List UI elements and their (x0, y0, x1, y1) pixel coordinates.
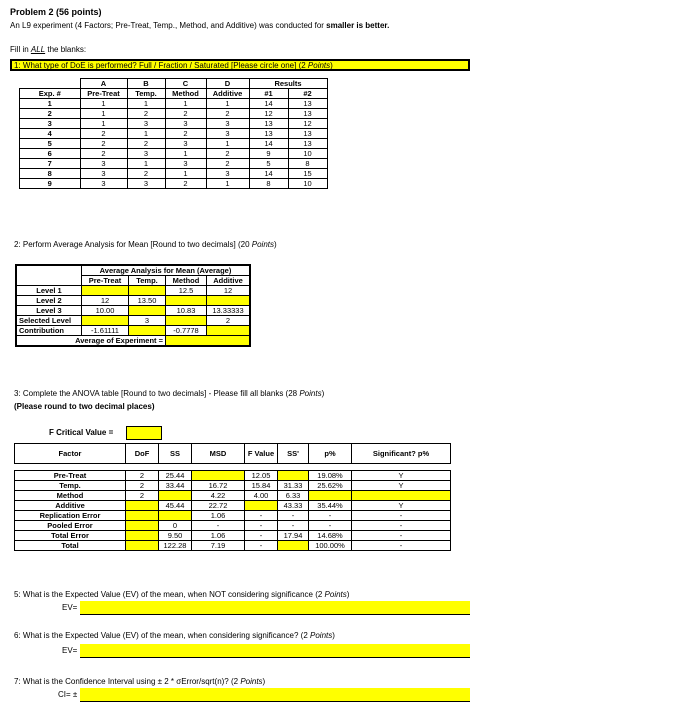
blank-cell[interactable] (126, 501, 159, 511)
blank-cell[interactable] (207, 326, 251, 336)
doe-cell: 9 (249, 149, 288, 159)
average-cell: 12 (82, 296, 129, 306)
factor-letter: C (165, 79, 206, 89)
anova-factor: Pre-Treat (15, 471, 126, 481)
blank-cell[interactable] (82, 286, 129, 296)
doe-cell: 10 (288, 179, 327, 189)
anova-cell: - (309, 521, 352, 531)
blank-cell[interactable] (245, 501, 278, 511)
doe-header: Method (165, 89, 206, 99)
doe-cell: 2 (206, 109, 249, 119)
average-cell: 12 (207, 286, 251, 296)
doe-cell: 14 (249, 169, 288, 179)
doe-cell: 2 (20, 109, 81, 119)
anova-cell: Y (352, 481, 451, 491)
anova-table (14, 443, 451, 551)
doe-cell: 15 (288, 169, 327, 179)
average-analysis-table (15, 264, 251, 347)
average-cell: 10.00 (82, 306, 129, 316)
anova-cell: - (352, 531, 451, 541)
anova-cell: 35.44% (309, 501, 352, 511)
q5-answer-input[interactable] (80, 601, 470, 615)
q2-question: 2: Perform Average Analysis for Mean [Round to two decimals] (20 Points) (14, 240, 277, 249)
average-cell: 13.50 (129, 296, 166, 306)
doe-cell: 4 (20, 129, 81, 139)
doe-cell: 1 (206, 179, 249, 189)
factor-letter: B (127, 79, 165, 89)
doe-header: #2 (288, 89, 327, 99)
q7-question: 7: What is the Confidence Interval using ± 2 * σError/sqrt(n)? (2 Points) (14, 677, 266, 686)
doe-cell: 2 (127, 169, 165, 179)
anova-cell: 100.00% (309, 541, 352, 551)
doe-cell: 3 (206, 129, 249, 139)
doe-cell: 1 (20, 99, 81, 109)
doe-cell: 2 (127, 139, 165, 149)
anova-factor: Method (15, 491, 126, 501)
problem-intro: An L9 experiment (4 Factors; Pre-Treat, Temp., Method, and Additive) was conducted for smaller is better. (10, 21, 390, 30)
doe-cell: 3 (80, 179, 127, 189)
anova-cell: 43.33 (278, 501, 309, 511)
q6-ev-label: EV= (62, 646, 78, 655)
q7-ci-label: CI= ± (58, 690, 78, 699)
doe-cell: 13 (288, 139, 327, 149)
doe-cell: 2 (165, 129, 206, 139)
anova-cell: 1.06 (192, 511, 245, 521)
doe-cell: 13 (288, 129, 327, 139)
doe-cell: 1 (165, 99, 206, 109)
doe-cell: 12 (288, 119, 327, 129)
anova-cell: - (309, 511, 352, 521)
blank-cell[interactable] (309, 491, 352, 501)
blank-cell[interactable] (126, 521, 159, 531)
anova-factor: Total (15, 541, 126, 551)
blank-cell[interactable] (129, 326, 166, 336)
doe-cell: 3 (127, 179, 165, 189)
doe-cell: 12 (249, 109, 288, 119)
doe-cell: 3 (127, 149, 165, 159)
anova-cell: 25.44 (159, 471, 192, 481)
doe-cell: 1 (127, 129, 165, 139)
contribution-label: Contribution (16, 326, 82, 336)
blank-cell[interactable] (126, 541, 159, 551)
anova-cell: - (278, 511, 309, 521)
blank-cell[interactable] (278, 541, 309, 551)
doe-cell: 8 (288, 159, 327, 169)
doe-cell: 3 (165, 159, 206, 169)
level-label: Level 2 (16, 296, 82, 306)
doe-cell: 2 (206, 159, 249, 169)
anova-cell: 15.84 (245, 481, 278, 491)
doe-cell: 14 (249, 139, 288, 149)
anova-cell: 6.33 (278, 491, 309, 501)
doe-cell: 2 (165, 109, 206, 119)
blank-cell[interactable] (159, 491, 192, 501)
anova-cell: 7.19 (192, 541, 245, 551)
anova-cell: 4.00 (245, 491, 278, 501)
doe-header: Temp. (127, 89, 165, 99)
anova-cell: Y (352, 501, 451, 511)
doe-cell: 3 (206, 119, 249, 129)
average-header: Temp. (129, 276, 166, 286)
anova-cell: 4.22 (192, 491, 245, 501)
blank-cell[interactable] (166, 296, 207, 306)
doe-cell: 10 (288, 149, 327, 159)
q5-ev-label: EV= (62, 603, 78, 612)
doe-cell: 13 (288, 99, 327, 109)
doe-cell: 7 (20, 159, 81, 169)
blank-cell[interactable] (129, 306, 166, 316)
doe-cell: 3 (80, 159, 127, 169)
doe-cell: 1 (80, 99, 127, 109)
doe-cell: 2 (80, 129, 127, 139)
level-label: Level 1 (16, 286, 82, 296)
doe-cell: 1 (206, 99, 249, 109)
doe-cell: 3 (127, 119, 165, 129)
doe-cell: 2 (80, 139, 127, 149)
anova-cell: 25.62% (309, 481, 352, 491)
doe-cell: 2 (206, 149, 249, 159)
average-table-title: Average Analysis for Mean (Average) (82, 265, 251, 276)
q1-question[interactable]: 1: What type of DoE is performed? Full / Fraction / Saturated [Please circle one] (2 Points) (10, 59, 470, 71)
q6-question: 6: What is the Expected Value (EV) of the mean, when considering significance? (2 Points) (14, 631, 335, 640)
doe-cell: 14 (249, 99, 288, 109)
doe-cell: 1 (80, 119, 127, 129)
doe-header: #1 (249, 89, 288, 99)
anova-cell: 14.68% (309, 531, 352, 541)
blank-cell[interactable] (166, 316, 207, 326)
anova-cell: 33.44 (159, 481, 192, 491)
doe-cell: 6 (20, 149, 81, 159)
doe-cell: 3 (206, 169, 249, 179)
anova-cell: - (352, 511, 451, 521)
anova-header: F Value (245, 444, 278, 464)
average-header: Pre-Treat (82, 276, 129, 286)
doe-table (19, 78, 328, 189)
anova-cell: Y (352, 471, 451, 481)
average-header: Method (166, 276, 207, 286)
blank-cell[interactable] (192, 471, 245, 481)
f-critical-label: F Critical Value = (49, 428, 114, 437)
doe-cell: 8 (249, 179, 288, 189)
anova-cell: 22.72 (192, 501, 245, 511)
q7-answer-input[interactable] (80, 688, 470, 702)
anova-cell: 2 (126, 481, 159, 491)
selected-level-label: Selected Level (16, 316, 82, 326)
anova-cell: - (245, 521, 278, 531)
anova-factor: Total Error (15, 531, 126, 541)
blank-cell[interactable] (159, 511, 192, 521)
q3-question: 3: Complete the ANOVA table [Round to two decimals] - Please fill all blanks (28 Points) (14, 389, 325, 398)
doe-header: Exp. # (20, 89, 81, 99)
anova-cell: - (192, 521, 245, 531)
doe-cell: 2 (127, 109, 165, 119)
average-cell: 10.83 (166, 306, 207, 316)
average-cell: 2 (207, 316, 251, 326)
doe-cell: 3 (165, 139, 206, 149)
doe-cell: 5 (20, 139, 81, 149)
anova-factor: Replication Error (15, 511, 126, 521)
doe-header: Additive (206, 89, 249, 99)
anova-cell: 12.05 (245, 471, 278, 481)
blank-cell[interactable] (126, 511, 159, 521)
blank-cell[interactable] (207, 296, 251, 306)
doe-header: Pre-Treat (80, 89, 127, 99)
level-label: Level 3 (16, 306, 82, 316)
doe-cell: 3 (20, 119, 81, 129)
anova-header: DoF (126, 444, 159, 464)
anova-cell: - (245, 541, 278, 551)
anova-header: MSD (192, 444, 245, 464)
factor-letter: A (80, 79, 127, 89)
blank-cell[interactable] (82, 316, 129, 326)
blank-cell[interactable] (126, 531, 159, 541)
f-critical-input[interactable] (126, 426, 162, 440)
anova-cell: - (278, 521, 309, 531)
doe-cell: 2 (80, 149, 127, 159)
doe-cell: 2 (165, 179, 206, 189)
doe-cell: 1 (80, 109, 127, 119)
doe-cell: 1 (127, 99, 165, 109)
problem-title: Problem 2 (56 points) (10, 7, 102, 17)
anova-cell: 16.72 (192, 481, 245, 491)
anova-factor: Additive (15, 501, 126, 511)
doe-cell: 13 (288, 109, 327, 119)
doe-cell: 1 (165, 169, 206, 179)
anova-cell: 2 (126, 471, 159, 481)
blank-cell[interactable] (166, 336, 251, 347)
anova-cell: 9.50 (159, 531, 192, 541)
results-label: Results (249, 79, 327, 89)
q5-question: 5: What is the Expected Value (EV) of the mean, when NOT considering significance (2 Points) (14, 590, 350, 599)
doe-cell: 13 (249, 119, 288, 129)
doe-cell: 5 (249, 159, 288, 169)
anova-cell: 19.08% (309, 471, 352, 481)
average-cell: 12.5 (166, 286, 207, 296)
q6-answer-input[interactable] (80, 644, 470, 658)
doe-cell: 1 (127, 159, 165, 169)
factor-letter: D (206, 79, 249, 89)
fill-in-instruction: Fill in ALL the blanks: (10, 45, 87, 54)
blank-cell[interactable] (278, 471, 309, 481)
anova-cell: 0 (159, 521, 192, 531)
average-header: Additive (207, 276, 251, 286)
anova-cell: - (245, 511, 278, 521)
anova-cell: 1.06 (192, 531, 245, 541)
average-of-experiment-label: Average of Experiment = (16, 336, 166, 347)
anova-header: SS (159, 444, 192, 464)
anova-cell: 31.33 (278, 481, 309, 491)
anova-header: Significant? p% (352, 444, 451, 464)
doe-cell: 1 (206, 139, 249, 149)
average-cell: -0.7778 (166, 326, 207, 336)
blank-cell[interactable] (129, 286, 166, 296)
anova-cell: 122.28 (159, 541, 192, 551)
anova-factor: Pooled Error (15, 521, 126, 531)
anova-cell: - (245, 531, 278, 541)
doe-cell: 8 (20, 169, 81, 179)
average-cell: 13.33333 (207, 306, 251, 316)
anova-cell: - (352, 521, 451, 531)
doe-cell: 3 (165, 119, 206, 129)
doe-cell: 9 (20, 179, 81, 189)
anova-cell: 17.94 (278, 531, 309, 541)
anova-header: SS' (278, 444, 309, 464)
q3-subtext: (Please round to two decimal places) (14, 402, 155, 411)
blank-cell[interactable] (352, 491, 451, 501)
anova-factor: Temp. (15, 481, 126, 491)
doe-cell: 1 (165, 149, 206, 159)
anova-header: p% (309, 444, 352, 464)
anova-cell: 2 (126, 491, 159, 501)
average-cell: 3 (129, 316, 166, 326)
doe-cell: 3 (80, 169, 127, 179)
anova-cell: 45.44 (159, 501, 192, 511)
anova-header: Factor (15, 444, 126, 464)
anova-cell: - (352, 541, 451, 551)
doe-cell: 13 (249, 129, 288, 139)
average-cell: -1.61111 (82, 326, 129, 336)
